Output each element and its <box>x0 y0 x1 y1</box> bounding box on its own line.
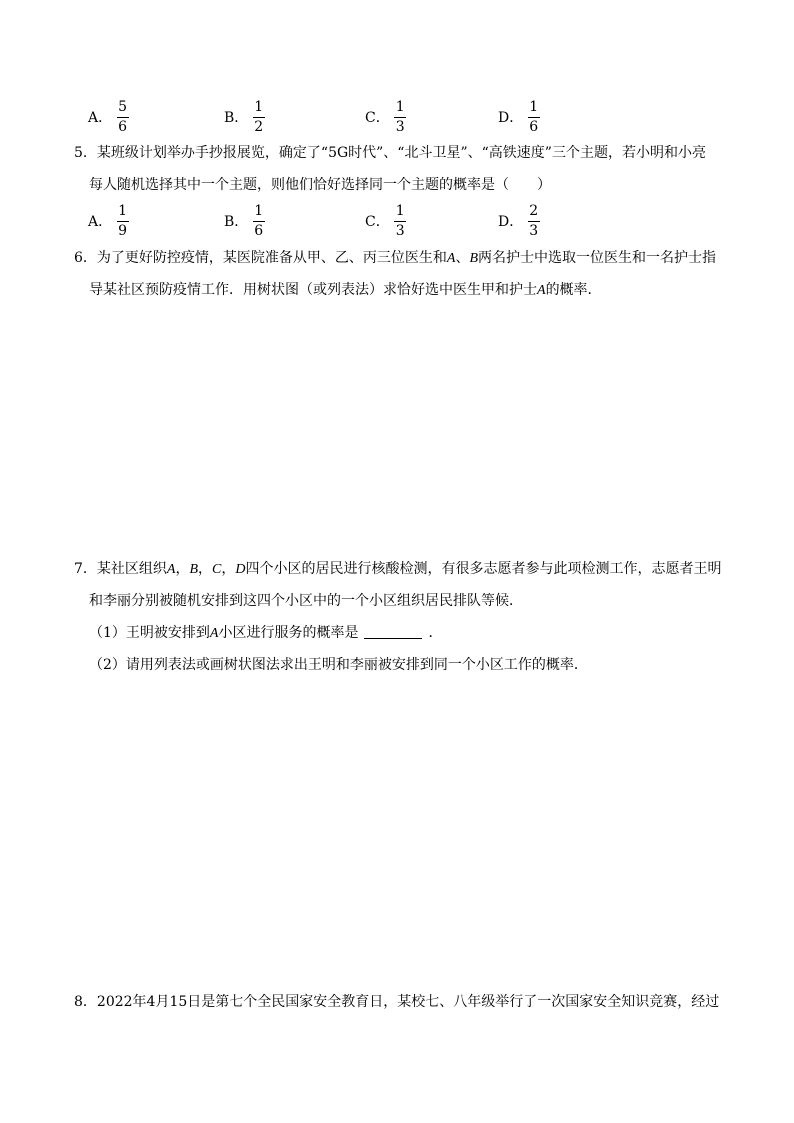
q6-text: 的概率． <box>545 282 602 298</box>
denominator: 2 <box>254 118 264 135</box>
option-letter: C． <box>365 214 390 230</box>
fraction <box>394 203 407 240</box>
q6-text: 6．为了更好防控疫情，某医院准备从甲、乙、丙三位医生和 <box>74 250 447 266</box>
q5-option-b <box>224 199 265 243</box>
fraction <box>394 99 407 136</box>
q6-line-1 <box>74 248 716 269</box>
denominator: 3 <box>529 222 539 239</box>
fraction-bar <box>394 221 406 222</box>
q6-text: 导某社区预防疫情工作．用树状图（或列表法）求恰好选中医生甲和护士 <box>89 282 537 298</box>
option-letter: D． <box>498 110 524 126</box>
q4-option-b <box>224 95 265 139</box>
denominator: 3 <box>395 118 405 135</box>
fraction-bar <box>394 117 406 118</box>
denominator: 6 <box>118 118 128 135</box>
numerator: 1 <box>395 202 405 219</box>
q6-text: 两名护士中选取一位医生和一名护士指 <box>478 250 717 266</box>
q7-var-b: B <box>189 562 199 577</box>
fraction <box>527 99 540 136</box>
q7-text: ． <box>428 625 443 641</box>
q7-text: 7．某社区组织 <box>74 561 167 577</box>
q5-option-c <box>365 199 407 243</box>
q7-text: 小区进行服务的概率是 <box>218 625 359 641</box>
q7-text: ， <box>221 561 236 577</box>
option-letter: A． <box>88 214 113 230</box>
q4-options <box>88 95 648 139</box>
q7-subquestion-2: （2）请用列表法或画树状图法求出王明和李丽被安排到同一个小区工作的概率． <box>89 657 588 673</box>
q5-option-a <box>88 199 129 243</box>
q5-option-d <box>498 199 540 243</box>
q7-var-c: C <box>212 562 222 577</box>
numerator: 1 <box>118 202 128 219</box>
q7-subquestion-1 <box>89 623 442 644</box>
option-letter: B． <box>224 214 249 230</box>
fraction <box>527 203 540 240</box>
q7-var-a: A <box>166 562 176 577</box>
fraction-bar <box>528 117 540 118</box>
option-letter: C． <box>365 110 390 126</box>
numerator: 2 <box>529 202 539 219</box>
option-letter: B． <box>224 110 249 126</box>
q7-text: ， <box>198 561 213 577</box>
q7-var-a: A <box>209 626 219 641</box>
q8-line-1: 8．2022年4月15日是第七个全民国家安全教育日，某校七、八年级举行了一次国家安全知识竞赛，经过 <box>74 994 720 1010</box>
fraction <box>252 99 265 136</box>
q7-text: 四个小区的居民进行核酸检测，有很多志愿者参与此项检测工作，志愿者王明 <box>245 561 722 577</box>
q7-text: ， <box>175 561 190 577</box>
denominator: 9 <box>118 222 128 239</box>
q6-line-2 <box>89 280 602 301</box>
option-letter: A． <box>88 110 113 126</box>
q4-option-c <box>365 95 407 139</box>
numerator: 1 <box>254 202 264 219</box>
q4-option-a <box>88 95 129 139</box>
q7-text: （1）王明被安排到 <box>89 625 210 641</box>
fraction-bar <box>253 117 265 118</box>
numerator: 1 <box>254 98 264 115</box>
q7-var-d: D <box>235 562 246 577</box>
numerator: 1 <box>529 98 539 115</box>
numerator: 1 <box>395 98 405 115</box>
fraction-bar <box>117 117 129 118</box>
q5-line-1: 5．某班级计划举办手抄报展览，确定了“5G时代”、“北斗卫星”、“高铁速度”三个主题，若小明和小亮 <box>74 145 706 161</box>
q7-line-2: 和李丽分别被随机安排到这四个小区中的一个小区组织居民排队等候． <box>89 593 523 609</box>
denominator: 6 <box>529 118 539 135</box>
option-letter: D． <box>498 214 524 230</box>
q6-text: 、 <box>455 250 470 266</box>
q5-options <box>88 199 648 243</box>
q6-var-a: A <box>446 251 456 266</box>
numerator: 5 <box>118 98 128 115</box>
denominator: 6 <box>254 222 264 239</box>
fraction-bar <box>253 221 265 222</box>
answer-blank[interactable] <box>364 624 422 639</box>
fraction <box>116 203 129 240</box>
fraction <box>116 99 129 136</box>
fraction <box>252 203 265 240</box>
fraction-bar <box>117 221 129 222</box>
denominator: 3 <box>395 222 405 239</box>
q5-line-2: 每人随机选择其中一个主题，则他们恰好选择同一个主题的概率是（ ） <box>89 177 551 193</box>
q6-var-a: A <box>537 283 546 298</box>
fraction-bar <box>528 221 540 222</box>
q6-var-b: B <box>469 251 479 266</box>
q4-option-d <box>498 95 540 139</box>
q7-line-1 <box>74 559 722 580</box>
